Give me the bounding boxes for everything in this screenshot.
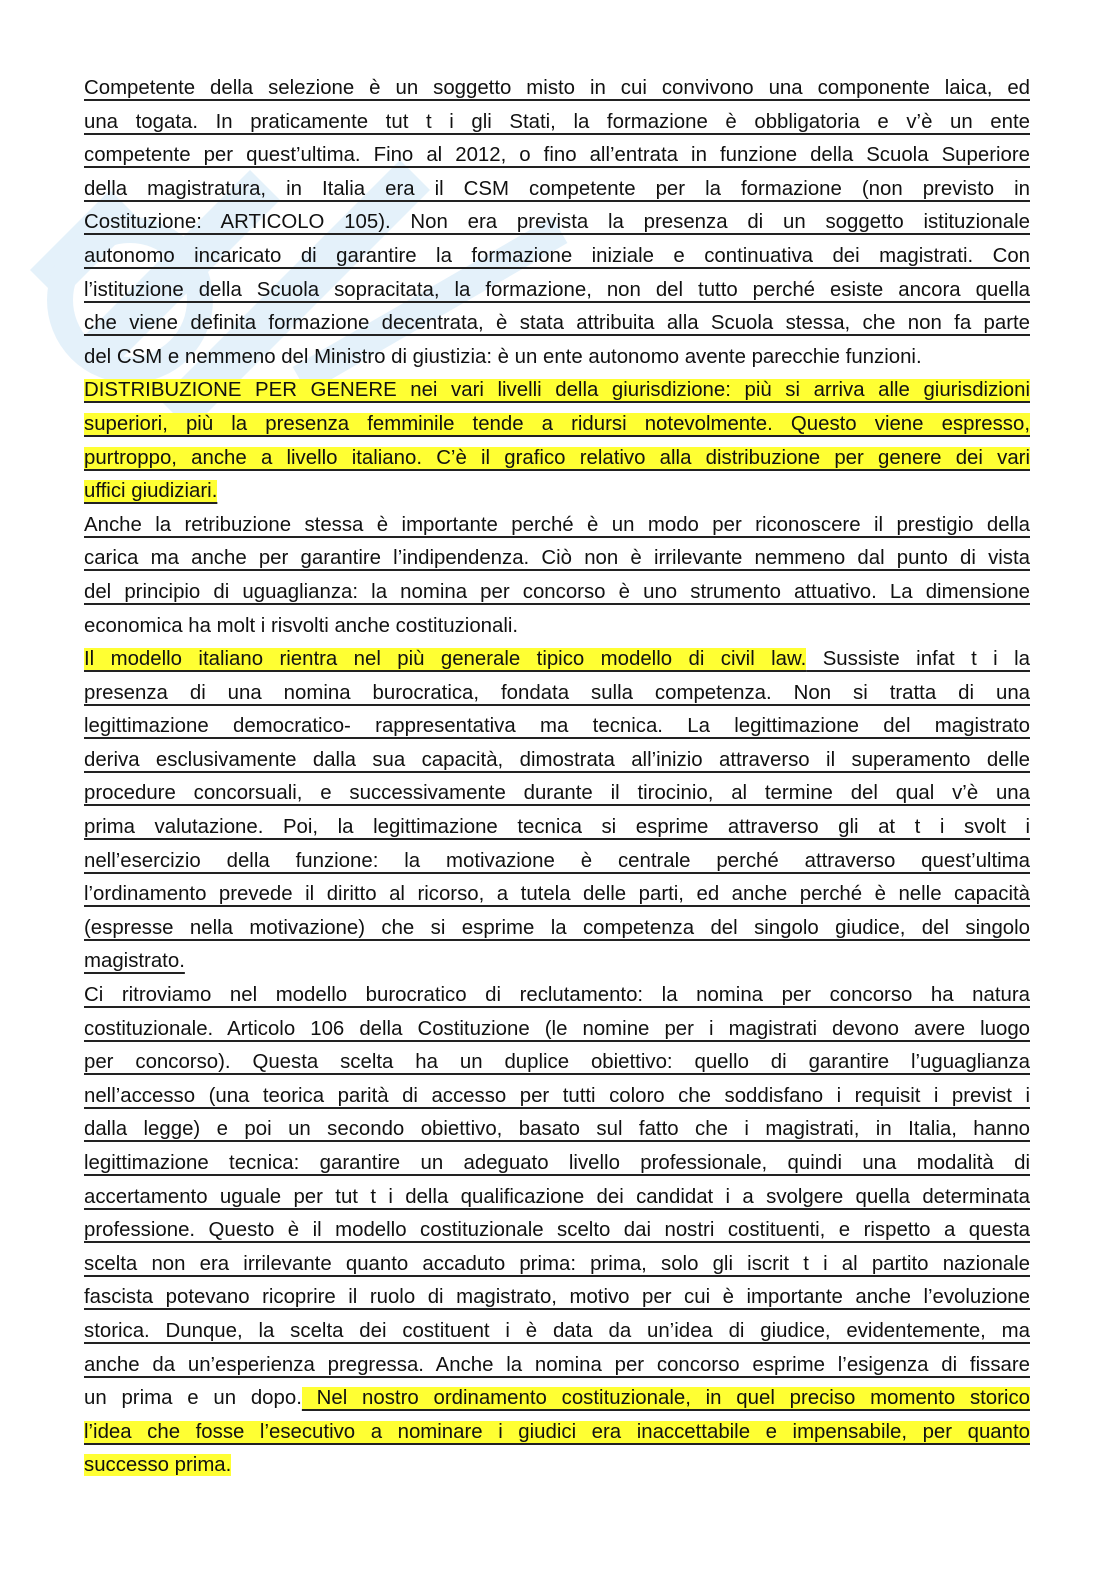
text-line: l’ordinamento prevede il diritto al ricorso, a tutela delle parti, ed anche perché è nelle capacità [84,883,1030,906]
highlighted-text-segment: Nel nostro ordinamento costituzionale, in quel preciso momento storico [301,1387,1030,1410]
paragraph-distribuzione-genere [84,374,1030,475]
text-line: professione. Questo è il modello costituzionale scelto dai nostri costituenti, e rispetto a questa [84,1219,1030,1242]
text-line: accertamento uguale per tut t i della qualificazione dei candidat i a svolgere quella determinata [84,1185,1030,1208]
text-line: carica ma anche per garantire l’indipendenza. Ciò non è irrilevante nemmeno dal punto di vista [84,547,1030,570]
text-line: per concorso). Questa scelta ha un duplice obiettivo: quello di garantire l’uguaglianza [84,1051,1030,1074]
paragraph-distribuzione-genere-end [84,475,1030,509]
text-segment: un prima e un dopo. [84,1387,302,1410]
highlighted-text-line: Il modello italiano rientra nel più generale tipico modello di civil law. [84,648,807,671]
highlighted-text-line: successo prima. [84,1454,232,1477]
text-line: competente per quest’ultima. Fino al 2012, o fino all’entrata in funzione della Scuola Superiore [84,144,1030,167]
text-segment: Sussiste infat t i la [806,648,1030,671]
text-line: l’istituzione della Scuola sopracitata, la formazione, non del tutto perché esiste ancora quella [84,278,1030,301]
paragraph-retribuzione [84,509,1030,610]
text-line: Anche la retribuzione stessa è importante perché è un modo per riconoscere il prestigio della [84,513,1030,536]
highlighted-text-line: superiori, più la presenza femminile tende a ridursi notevolmente. Questo viene espresso, [84,412,1030,435]
text-line: (espresse nella motivazione) che si esprime la competenza del singolo giudice, del singolo [84,916,1030,939]
text-line: legittimazione democratico- rappresentativa ma tecnica. La legittimazione del magistrato [84,715,1030,738]
text-line: economica ha molt i risvolti anche costituzionali. [84,614,519,637]
text-line: una togata. In praticamente tut t i gli Stati, la formazione è obbligatoria e v’è un ente [84,110,1030,133]
paragraph-modello-italiano [84,643,1030,945]
text-line: Competente della selezione è un soggetto misto in cui convivono una componente laica, ed [84,77,1030,99]
highlighted-text-line: purtroppo, anche a livello italiano. C’è il grafico relativo alla distribuzione per genere dei vari [84,446,1030,469]
text-line: scelta non era irrilevante quanto accaduto prima: prima, solo gli iscrit t i al partito nazionale [84,1252,1030,1275]
paragraph-formazione-end [84,341,1030,375]
page-header-mark [540,0,570,4]
highlighted-text-line: l’idea che fosse l’esecutivo a nominare i giudici era inaccettabile e impensabile, per quanto [84,1420,1030,1443]
text-line: Costituzione: ARTICOLO 105). Non era prevista la presenza di un soggetto istituzionale [84,211,1030,234]
text-line: legittimazione tecnica: garantire un adeguato livello professionale, quindi una modalità di [84,1152,1030,1174]
highlighted-text-line: DISTRIBUZIONE PER GENERE nei vari livelli della giurisdizione: più si arriva alle giurisdizioni [84,379,1030,402]
text-line: presenza di una nomina burocratica, fondata sulla competenza. Non si tratta di una [84,681,1030,704]
text-line: del principio di uguaglianza: la nomina per concorso è uno strumento attuativo. La dimensione [84,580,1030,603]
text-line: nell’accesso (una teorica parità di accesso per tutti coloro che soddisfano i requisit i previst i [84,1084,1030,1107]
paragraph-retribuzione-end [84,610,1030,644]
text-line: fascista potevano ricoprire il ruolo di magistrato, motivo per cui è importante anche l’evoluzione [84,1286,1030,1309]
text-line: della magistratura, in Italia era il CSM competente per la formazione (non previsto in [84,177,1030,200]
text-line: procedure concorsuali, e successivamente durante il tirocinio, al termine del qual v’è una [84,782,1030,805]
text-line: storica. Dunque, la scelta dei costituent i è data da un’idea di giudice, evidentemente, ma [84,1319,1030,1342]
paragraph-reclutamento-end [84,1449,1030,1483]
text-line: dalla legge) e poi un secondo obiettivo, basato sul fatto che i magistrati, in Italia, hanno [84,1118,1030,1141]
text-line: magistrato. [84,950,185,973]
text-line: nell’esercizio della funzione: la motivazione è centrale perché attraverso quest’ultima [84,849,1030,872]
text-line: anche da un’esperienza pregressa. Anche la nomina per concorso esprime l’esigenza di fissare [84,1353,1030,1376]
text-line: prima valutazione. Poi, la legittimazione tecnica si esprime attraverso gli at t i svolt i [84,816,1030,839]
text-line: deriva esclusivamente dalla sua capacità, dimostrata all’inizio attraverso il superamento delle [84,748,1030,771]
paragraph-reclutamento [84,979,1030,1449]
text-line: del CSM e nemmeno del Ministro di giustizia: è un ente autonomo avente parecchie funzioni. [84,345,922,368]
paragraph-formazione [84,72,1030,341]
text-line: costituzionale. Articolo 106 della Costituzione (le nomine per i magistrati devono avere luogo [84,1017,1030,1040]
document-body [84,72,1030,1483]
highlighted-text-line: uffici giudiziari. [84,480,218,503]
text-line: autonomo incaricato di garantire la formazione iniziale e continuativa dei magistrati. Con [84,244,1030,267]
paragraph-modello-italiano-end [84,945,1030,979]
text-line: Ci ritroviamo nel modello burocratico di reclutamento: la nomina per concorso ha natura [84,984,1030,1007]
text-line: che viene definita formazione decentrata, è stata attribuita alla Scuola stessa, che non fa parte [84,312,1030,335]
